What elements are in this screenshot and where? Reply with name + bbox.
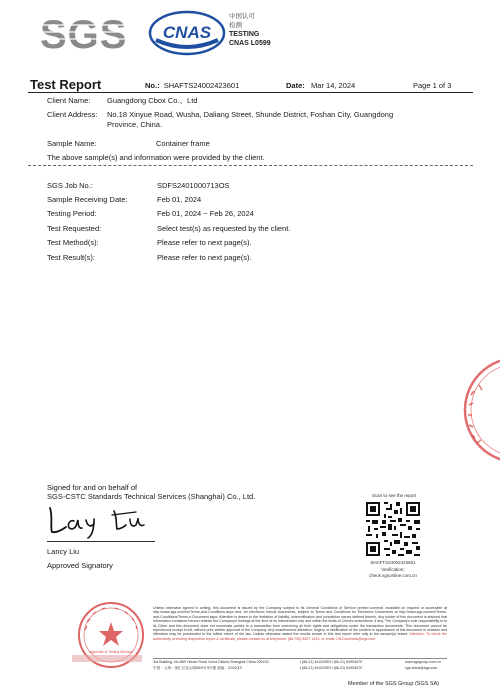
qr-report-code: SHAFTS24002423601 [370,560,416,565]
official-seal-partial [455,345,500,475]
signature-line [47,541,155,542]
cnas-number: CNAS L0599 [229,40,271,47]
cnas-emblem [148,10,226,56]
report-title: Test Report [30,77,102,92]
page-indicator: Page 1 of 3 [413,81,452,90]
qr-verification-label: Verification: [381,567,405,572]
cnas-testing: TESTING [229,31,260,38]
sgs-group-member: Member of the SGS Group (SGS SA) [348,681,440,687]
qr-caption: Scan to see the report [371,493,417,498]
cnas-cn-line2: 检测 [229,21,242,29]
receiving-date-value: Feb 01, 2024 [157,195,202,204]
footer-email[interactable]: sgs.china@sgs.com [405,666,438,670]
authenticity-note: Attention: To check the authenticity of testing /inspection report & certificate, please contact us at telephone: (86-755) 8307 1443, or email: CN.Doccheck@sgs.com [153,632,447,641]
test-requested-value: Select test(s) as requested by the client. [157,224,291,233]
test-method-value: Please refer to next page(s). [157,238,252,247]
signed-behalf-line2: SGS-CSTC Standards Technical Services (Shanghai) Co., Ltd. [47,492,256,501]
signed-behalf-line1: Signed for and on behalf of [47,483,138,492]
test-result-value: Please refer to next page(s). [157,253,252,262]
handwritten-signature [44,503,164,539]
sample-name-label: Sample Name: [47,139,97,148]
footer-website[interactable]: www.sgsgroup.com.cn [405,660,441,664]
cnas-cn-line1: 中国认可 [229,12,255,20]
client-address-line2: Province, China. [107,120,163,129]
testing-period-value: Feb 01, 2024 ~ Feb 26, 2024 [157,209,254,218]
report-date [286,81,355,90]
test-result-label: Test Result(s): [47,253,95,262]
job-no-label: SGS Job No.: [47,181,93,190]
signatory-title: Approved Signatory [47,561,113,570]
report-number-value: SHAFTS24002423601 [163,81,240,90]
client-address-label: Client Address: [47,110,98,119]
client-name-label: Client Name: [47,96,91,105]
footer-address-en: 3rd Building, No.889 Yishan Road Xuhui District,Shanghai China 200233 [153,660,269,664]
inspection-stamp-text: Inspection & Testing Services [88,650,134,654]
job-no-value: SDFS2401000713OS [157,181,230,190]
report-date-value: Mar 14, 2024 [311,81,356,90]
sgs-logo-text: SGS [40,13,128,54]
stamp-smear [72,655,142,662]
signatory-name: Lancy Liu [47,547,80,556]
header-divider [28,92,473,93]
testing-period-label: Testing Period: [47,209,97,218]
report-date-label: Date: [286,81,305,90]
terms-text: Unless otherwise agreed in writing, this document is issued by the Company subject to its General Conditions of Service printed overleaf, available on request or accessible at http://www.sgs.com/en/Terms-and-Conditions.aspx and, for electronic format documents, subject to Terms and Conditions for Electronic Documents at http://www.sgs.com/en/Terms-and-Conditions/Terms-e-Document.aspx. Attention is drawn to the limitation of liability, indemnification and jurisdiction issues defined therein. Any holder of this document is advised that information contained hereon reflects the Company's findings at the time of its intervention only and within the limits of Client's instructions, if any. The Company's sole responsibility is to its Client and this document does not exonerate parties to a transaction from exercising all their rights and obligations under the transaction documents. This document cannot be reproduced except in full, without prior written approval of the Company. Any unauthorized alteration, forgery or falsification of the content or appearance of this document is unlawful and offenders may be prosecuted to the fullest extent of the law. Unless otherwise stated the results shown in this test report refer only to the sample(s) tested. [153,606,447,637]
cnas-emblem-text: CNAS [162,23,212,42]
terms-fine-print [153,606,447,641]
footer-address-cn: 中国・上海・徐汇区宜山路889号3号楼 邮编：200233 [153,666,242,670]
report-number-label: No.: [145,81,160,90]
sgs-logo [36,10,144,54]
sample-provided-note: The above sample(s) and information were provided by the client. [47,153,265,162]
footer-phone-cn: t (86-21) 61402553 f (86-21) 64953679 [300,666,363,670]
report-number [145,81,239,90]
receiving-date-label: Sample Receiving Date: [47,195,128,204]
footer-divider [153,658,447,659]
section-divider [28,165,473,166]
client-name-value: Guangdong Cbox Co.、Ltd [107,96,198,105]
qr-verification-site: check.sgsonline.com.cn [369,573,417,578]
client-address-line1: No.18 Xinyue Road, Wusha, Daliang Street, Shunde District, Foshan City, Guangdong [107,110,394,119]
footer-phone-en: t (86-21) 61402553 f (86-21) 64953679 [300,660,363,664]
test-method-label: Test Method(s): [47,238,99,247]
verification-qr-code[interactable] [364,500,422,558]
cnas-accreditation [229,12,271,48]
test-requested-label: Test Requested: [47,224,102,233]
sample-name-value: Container frame [156,139,210,148]
